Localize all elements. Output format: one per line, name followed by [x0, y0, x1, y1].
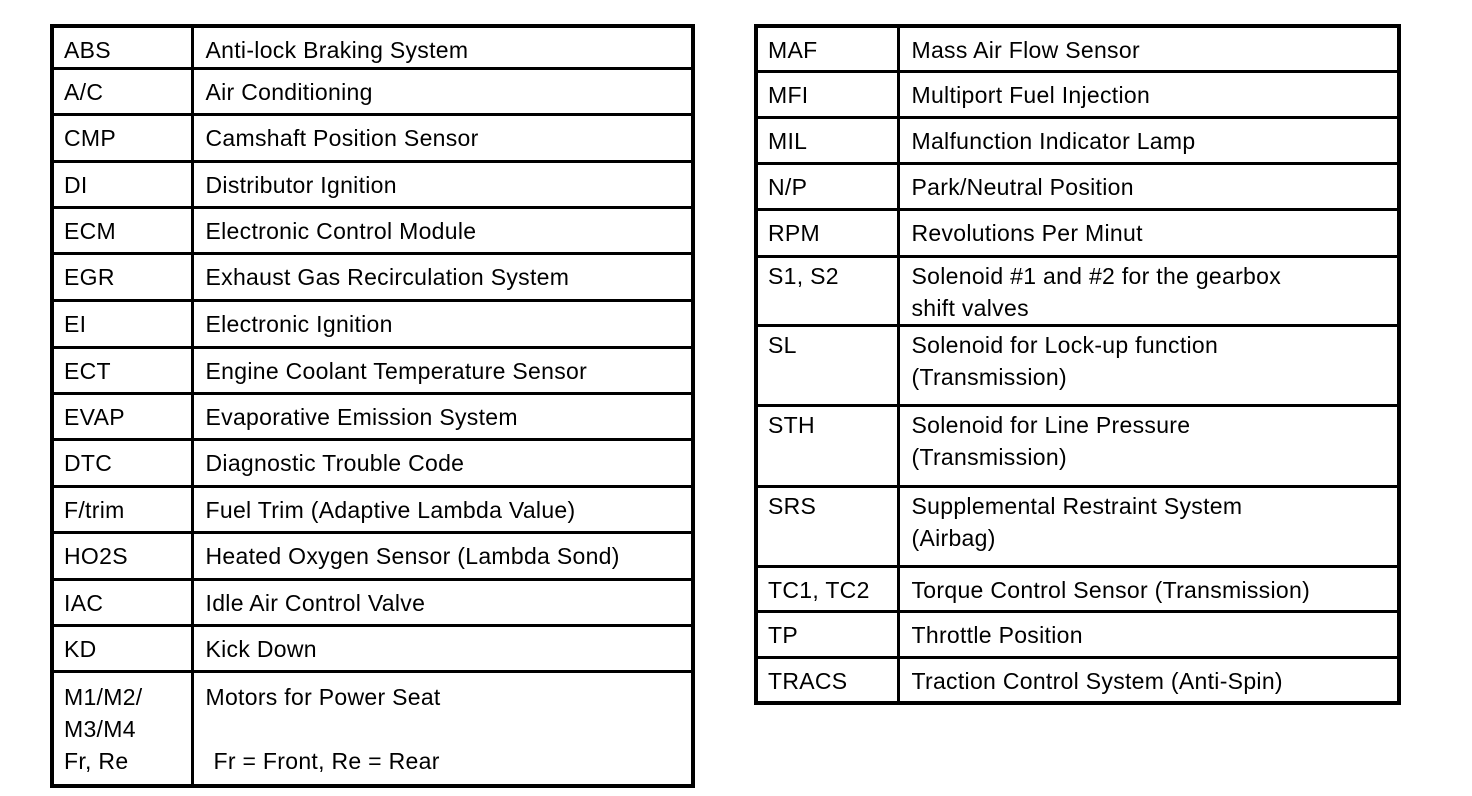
table-row — [756, 256, 1399, 325]
meaning-line: Fr = Front, Re = Rear — [213, 747, 440, 774]
meaning-line: Air Conditioning — [205, 78, 373, 105]
meaning-line: shift valves — [911, 294, 1029, 321]
abbreviation-code: MIL — [756, 117, 898, 163]
abbreviation-code — [52, 671, 192, 786]
abbreviation-meaning — [192, 26, 693, 68]
table-row — [52, 300, 693, 347]
meaning-line: Solenoid #1 and #2 for the gearbox — [911, 262, 1282, 289]
table-row — [756, 566, 1399, 611]
table-row — [756, 657, 1399, 703]
meaning-line: Evaporative Emission System — [205, 403, 518, 430]
table-row — [52, 114, 693, 161]
table-row — [52, 68, 693, 114]
abbreviation-code: EI — [52, 300, 192, 347]
meaning-line: Idle Air Control Valve — [205, 589, 426, 616]
table-row — [52, 532, 693, 579]
table-row — [756, 209, 1399, 256]
abbreviation-meaning — [898, 71, 1399, 117]
table-row — [52, 579, 693, 625]
abbreviation-meaning — [192, 347, 693, 393]
table-row — [756, 117, 1399, 163]
meaning-line: Motors for Power Seat — [205, 683, 441, 710]
meaning-line: Distributor Ignition — [205, 171, 397, 198]
abbreviation-code: DI — [52, 161, 192, 207]
abbreviation-meaning — [192, 114, 693, 161]
abbreviation-code: N/P — [756, 163, 898, 209]
meaning-line: Mass Air Flow Sensor — [911, 37, 1140, 63]
meaning-line: Anti-lock Braking System — [205, 37, 469, 63]
meaning-line: Multiport Fuel Injection — [911, 81, 1151, 108]
table-row — [756, 405, 1399, 486]
abbreviation-meaning — [898, 657, 1399, 703]
meaning-line: Engine Coolant Temperature Sensor — [205, 357, 588, 384]
abbreviation-code: ECT — [52, 347, 192, 393]
abbreviation-meaning — [192, 671, 693, 786]
spacer — [206, 713, 692, 745]
abbreviation-code: SL — [756, 325, 898, 405]
abbreviation-code: CMP — [52, 114, 192, 161]
abbreviation-meaning — [192, 161, 693, 207]
table-row — [756, 163, 1399, 209]
abbreviation-meaning — [898, 405, 1399, 486]
abbreviation-code: ECM — [52, 207, 192, 253]
abbreviation-table-left-body — [52, 26, 693, 786]
abbreviation-code: KD — [52, 625, 192, 671]
abbreviation-meaning — [192, 625, 693, 671]
abbreviation-meaning — [192, 393, 693, 439]
abbreviation-meaning — [192, 300, 693, 347]
meaning-line: Malfunction Indicator Lamp — [911, 127, 1196, 154]
table-row — [756, 486, 1399, 566]
abbreviation-code: STH — [756, 405, 898, 486]
table-row — [52, 625, 693, 671]
table-row — [52, 161, 693, 207]
table-row — [756, 325, 1399, 405]
abbreviation-meaning — [898, 325, 1399, 405]
meaning-line: Solenoid for Line Pressure — [911, 411, 1191, 438]
abbreviation-code: S1, S2 — [756, 256, 898, 325]
table-row — [52, 393, 693, 439]
abbreviation-code: A/C — [52, 68, 192, 114]
table-row — [52, 439, 693, 486]
abbreviation-code: TC1, TC2 — [756, 566, 898, 611]
abbreviation-code: MAF — [756, 26, 898, 71]
meaning-line: Electronic Control Module — [205, 217, 477, 244]
abbreviation-code: EGR — [52, 253, 192, 300]
abbreviation-code: DTC — [52, 439, 192, 486]
meaning-line: Revolutions Per Minut — [911, 219, 1143, 246]
abbreviation-code: ABS — [52, 26, 192, 68]
abbreviation-meaning — [192, 68, 693, 114]
meaning-line: Camshaft Position Sensor — [205, 124, 479, 151]
table-row — [756, 26, 1399, 71]
abbreviation-table-right-body — [756, 26, 1399, 703]
code-line: M3/M4 — [64, 715, 136, 742]
code-line: M1/M2/ — [64, 683, 143, 710]
meaning-line: Throttle Position — [911, 621, 1083, 648]
table-row — [52, 26, 693, 68]
table-row — [52, 207, 693, 253]
abbreviation-meaning — [898, 611, 1399, 657]
table-row — [756, 611, 1399, 657]
abbreviation-code: IAC — [52, 579, 192, 625]
meaning-line: Fuel Trim (Adaptive Lambda Value) — [205, 496, 576, 523]
abbreviation-code: TRACS — [756, 657, 898, 703]
meaning-line: Heated Oxygen Sensor (Lambda Sond) — [205, 542, 620, 569]
meaning-line: Park/Neutral Position — [911, 173, 1134, 200]
abbreviation-meaning — [898, 486, 1399, 566]
meaning-line: Traction Control System (Anti-Spin) — [911, 667, 1283, 694]
meaning-line: Kick Down — [205, 635, 317, 662]
abbreviation-meaning — [898, 117, 1399, 163]
meaning-line: Diagnostic Trouble Code — [205, 449, 465, 476]
abbreviation-table-right — [754, 24, 1401, 705]
meaning-line: (Transmission) — [911, 363, 1067, 390]
abbreviation-meaning — [898, 256, 1399, 325]
abbreviation-code: EVAP — [52, 393, 192, 439]
abbreviation-code: F/trim — [52, 486, 192, 532]
abbreviation-meaning — [898, 566, 1399, 611]
abbreviation-meaning — [192, 253, 693, 300]
abbreviation-code: HO2S — [52, 532, 192, 579]
table-row — [756, 71, 1399, 117]
abbreviation-meaning — [898, 209, 1399, 256]
code-line: Fr, Re — [64, 747, 129, 774]
table-row — [52, 253, 693, 300]
abbreviation-meaning — [192, 486, 693, 532]
meaning-line: Exhaust Gas Recirculation System — [205, 263, 570, 290]
abbreviation-meaning — [192, 532, 693, 579]
meaning-line: (Transmission) — [911, 443, 1067, 470]
meaning-line: (Airbag) — [911, 524, 996, 551]
meaning-line: Torque Control Sensor (Transmission) — [911, 576, 1311, 603]
abbreviation-code: TP — [756, 611, 898, 657]
abbreviation-code: SRS — [756, 486, 898, 566]
meaning-line: Supplemental Restraint System — [911, 492, 1243, 519]
abbreviation-table-left — [50, 24, 695, 788]
abbreviation-code: MFI — [756, 71, 898, 117]
table-row — [52, 486, 693, 532]
abbreviation-code: RPM — [756, 209, 898, 256]
abbreviation-meaning — [898, 26, 1399, 71]
abbreviation-meaning — [192, 439, 693, 486]
abbreviation-meaning — [898, 163, 1399, 209]
abbreviation-meaning — [192, 207, 693, 253]
meaning-line: Electronic Ignition — [205, 310, 393, 337]
table-row — [52, 347, 693, 393]
meaning-line: Solenoid for Lock-up function — [911, 331, 1219, 358]
abbreviation-meaning — [192, 579, 693, 625]
table-row — [52, 671, 693, 786]
